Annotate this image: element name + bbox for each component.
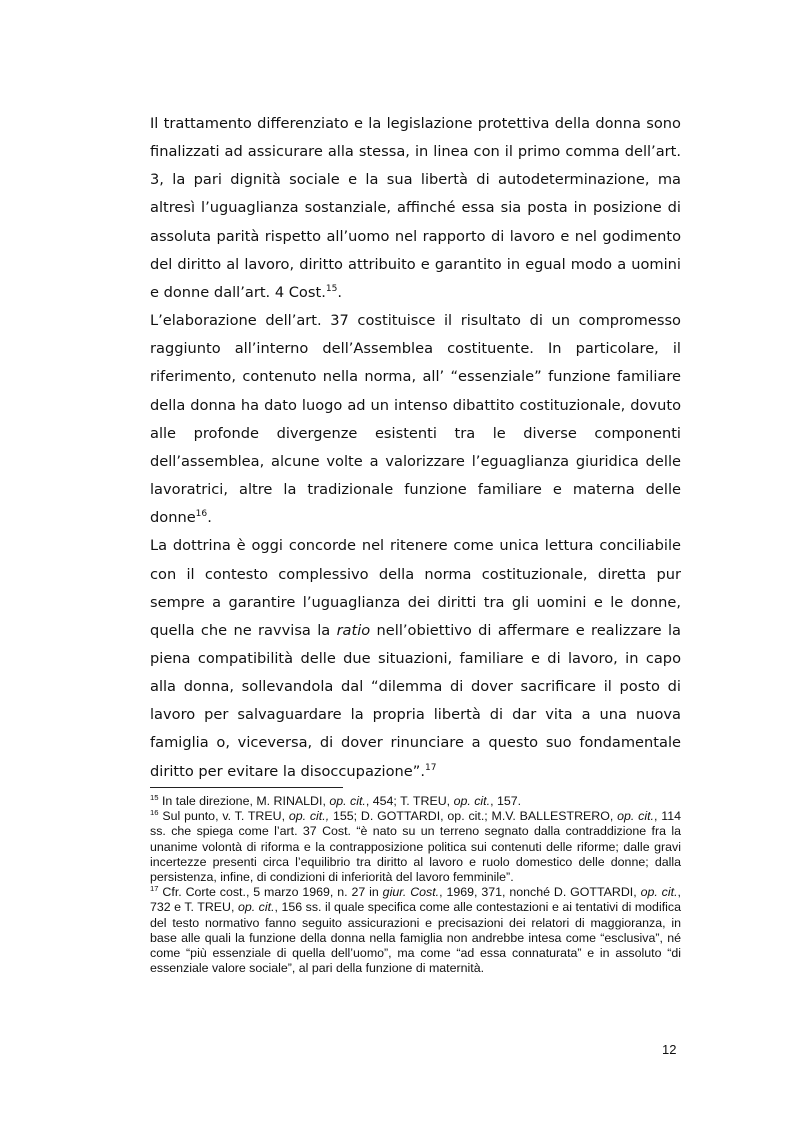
- body-text: [150, 110, 681, 786]
- footnote-16: $^{16}$ Sul punto, v. T. TREU, op. cit., 155; D. GOTTARDI, op. cit.; M.V. BALLESTRERO, op. cit., 114 ss. che spiega come l’art. 37 Cost. “è nato su un terreno segnato dalla contraddizione fra la unanime volontà di riforma e la contrapposizione politica sui contenuti delle riforme; dalle gravi incertezze presenti circa l’equilibrio tra diritto al lavoro e ruolo domestico delle donne; dalla persistenza, infine, di condizioni di inferiorità del lavoro femminile”.: [150, 808, 682, 885]
- footnote-15: $^{15}$ In tale direzione, M. RINALDI, op. cit., 454; T. TREU, op. cit., 157.: [150, 792, 522, 808]
- footnote-ref-17[interactable]: 17: [424, 762, 437, 773]
- footnotes: [150, 794, 681, 976]
- paragraph-2: L’elaborazione dell’art. 37 costituisce il risultato di un compromesso raggiunto all’interno dell’Assemblea costituente. In particolare, il riferimento, contenuto nella norma, all’ “essenziale” funzione familiare della donna ha dato luogo ad un intenso dibattito costituzionale, dovuto alle profonde divergenze esistenti tra le diverse componenti dell’assemblea, alcune volte a valorizzare l’eguaglianza giuridica delle lavoratrici, altre la tradizionale funzione familiare e materna delle donne$^{16}$.: [150, 312, 681, 527]
- paragraph-3: La dottrina è oggi concorde nel ritenere come unica lettura conciliabile con il contesto complessivo della norma costituzionale, diretta pur sempre a garantire l’uguaglianza dei diritti tra gli uomini e le donne, quella che ne ravvisa la ratio nell’obiettivo di affermare e realizzare la piena compatibilità delle due situazioni, familiare e di lavoro, in capo alla donna, sollevandola dal “dilemma di dover sacrificare il posto di lavoro per salvaguardare la propria libertà di dar vita a una nuova famiglia o, viceversa, di dover rinunciare a questo suo fondamentale diritto per evitare la disoccupazione”.$^{17}$: [150, 537, 681, 780]
- page-number: 12: [662, 1042, 677, 1057]
- paragraph-1: Il trattamento differenziato e la legislazione protettiva della donna sono finalizzati ad assicurare alla stessa, in linea con il primo comma dell’art. 3, la pari dignità sociale e la sua libertà di autodeterminazione, ma altresì l’uguaglianza sostanziale, affinché essa sia posta in posizione di assoluta parità rispetto all’uomo nel rapporto di lavoro e nel godimento del diritto al lavoro, diritto attribuito e garantito in egual modo a uomini e donne dall’art. 4 Cost.$^{15}$.: [150, 115, 681, 301]
- footnote-17: $^{17}$ Cfr. Corte cost., 5 marzo 1969, n. 27 in giur. Cost., 1969, 371, nonché D. GOTTARDI, op. cit., 732 e T. TREU, op. cit., 156 ss. il quale specifica come alle contestazioni e ai tentativi di modifica del testo normativo fanno seguito assicurazioni e precisazioni dei relatori di maggioranza, in base alle quali la funzione della donna nella famiglia non andrebbe intesa come “esclusiva”, né come “più essenziale di quella dell’uomo”, ma come “ad essa connaturata” e in assoluto “di essenziale valore sociale”, al pari della funzione di maternità.: [150, 884, 681, 976]
- footnote-ref-16[interactable]: 16: [195, 509, 208, 520]
- footnote-separator: [150, 787, 343, 788]
- document-page: [150, 110, 681, 786]
- footnote-ref-15[interactable]: 15: [325, 284, 338, 295]
